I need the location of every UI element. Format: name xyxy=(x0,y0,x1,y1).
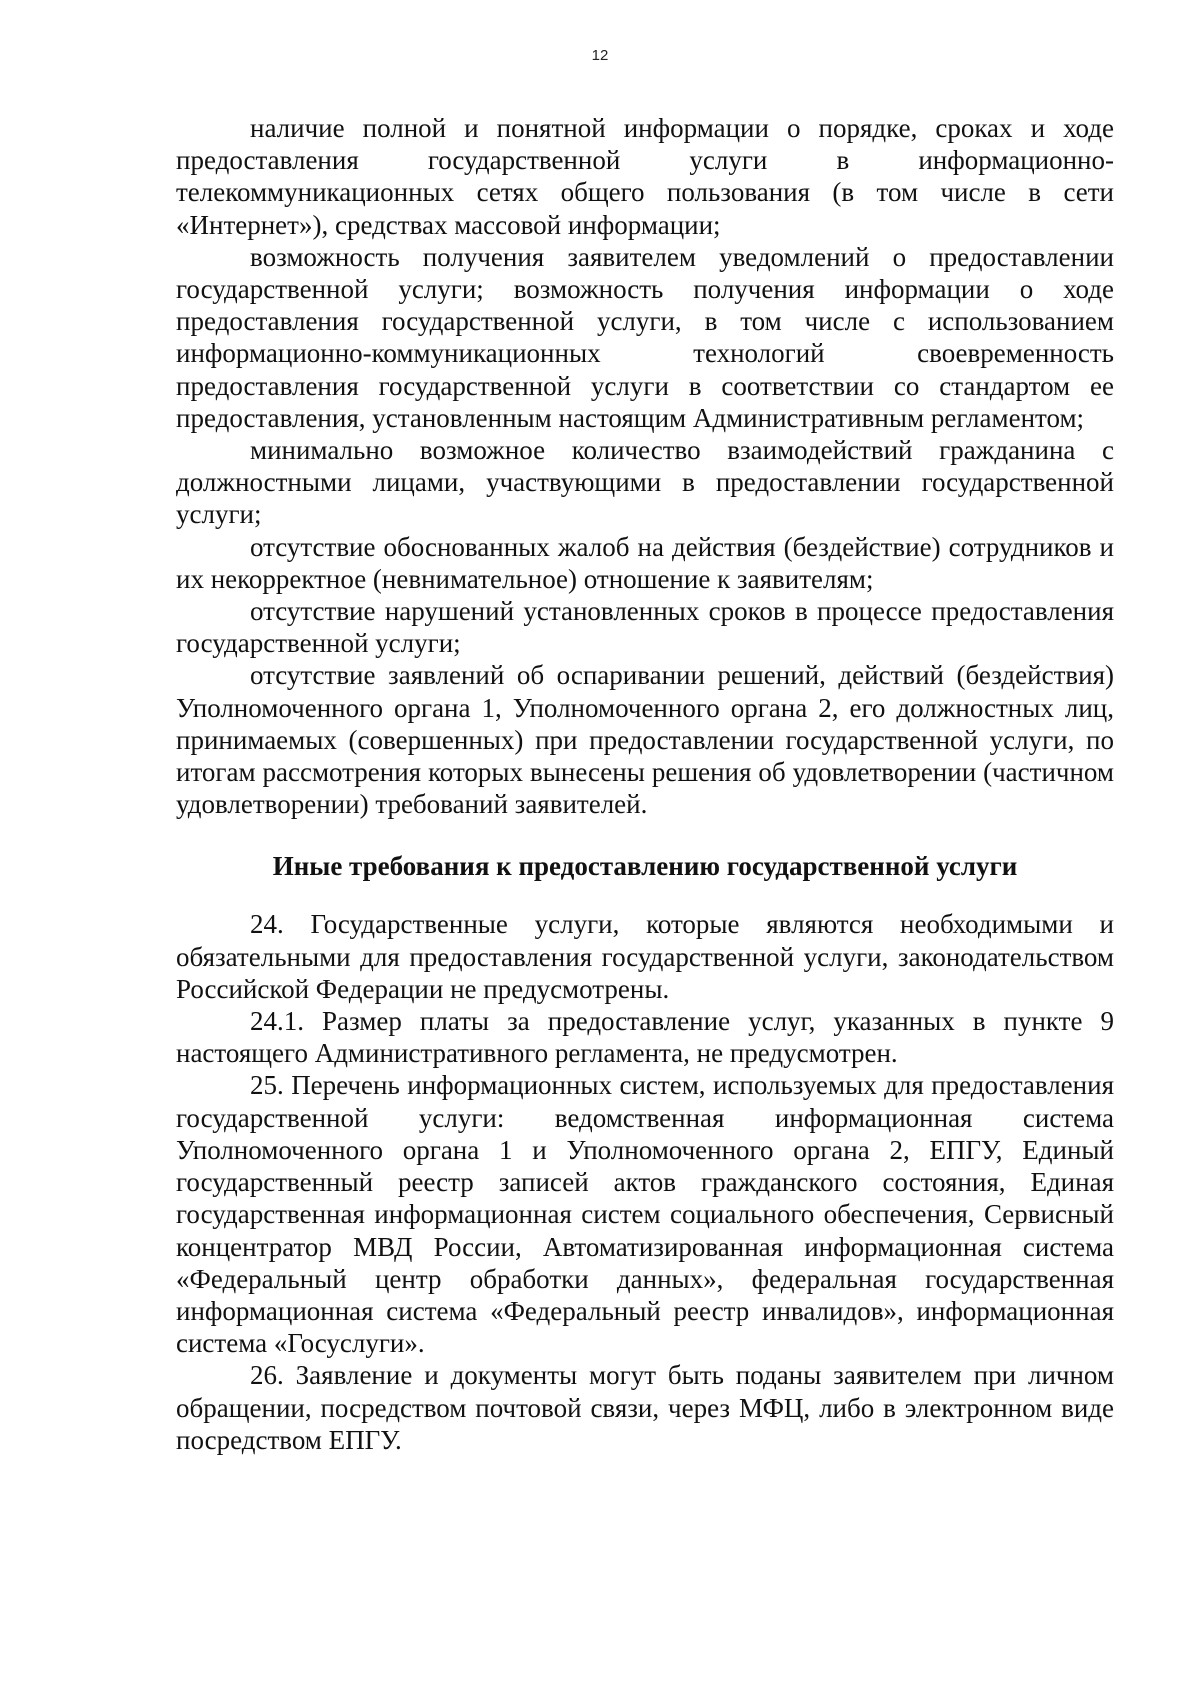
paragraph-item-24: 24. Государственные услуги, которые являются необходимыми и обязательными для предоставления государственной услуги, законодательством Российской Федерации не предусмотрены. xyxy=(176,909,1114,1004)
paragraph-item-24-1: 24.1. Размер платы за предоставление услуг, указанных в пункте 9 настоящего Административного регламента, не предусмотрен. xyxy=(176,1006,1114,1069)
paragraph-notification-possibility: возможность получения заявителем уведомлений о предоставлении государственной услуги; возможность получения информации о ходе предоставления государственной услуги, в том числе с использованием информационно-коммуникационных технологий своевременность предоставления государственной услуги в соответствии со стандартом ее предоставления, установленным настоящим Административным регламентом; xyxy=(176,241,1114,433)
paragraph-item-26: 26. Заявление и документы могут быть поданы заявителем при личном обращении, посредством почтовой связи, через МФЦ, либо в электронном виде посредством ЕПГУ. xyxy=(176,1360,1114,1455)
page-number: 12 xyxy=(591,47,609,64)
paragraph-no-complaints: отсутствие обоснованных жалоб на действия (бездействие) сотрудников и их некорректное (невнимательное) отношение к заявителям; xyxy=(176,531,1114,594)
paragraph-minimal-interactions: минимально возможное количество взаимодействий гражданина с должностными лицами, участвующими в предоставлении государственной услуги; xyxy=(176,435,1114,530)
paragraph-no-deadline-violations: отсутствие нарушений установленных сроков в процессе предоставления государственной услуги; xyxy=(176,596,1114,659)
document-body xyxy=(176,112,1114,1456)
paragraph-item-25: 25. Перечень информационных систем, используемых для предоставления государственной услуги: ведомственная информационная система Уполномоченного органа 1 и Уполномоченного органа 2, ЕПГУ, Единый государственный реестр записей актов гражданского состояния, Единая государственная информационная систем социального обеспечения, Сервисный концентратор МВД России, Автоматизированная информационная система «Федеральный центр обработки данных», федеральная государственная информационная система «Федеральный реестр инвалидов», информационная система «Госуслуги». xyxy=(176,1070,1114,1359)
paragraph-info-availability: наличие полной и понятной информации о порядке, сроках и ходе предоставления государственной услуги в информационно-телекоммуникационных сетях общего пользования (в том числе в сети «Интернет»), средствах массовой информации; xyxy=(176,113,1114,240)
paragraph-no-appeals: отсутствие заявлений об оспаривании решений, действий (бездействия) Уполномоченного органа 1, Уполномоченного органа 2, его должностных лиц, принимаемых (совершенных) при предоставлении государственной услуги, по итогам рассмотрения которых вынесены решения об удовлетворении (частичном удовлетворении) требований заявителей. xyxy=(176,660,1114,820)
section-heading: Иные требования к предоставлению государственной услуги xyxy=(272,851,1018,882)
